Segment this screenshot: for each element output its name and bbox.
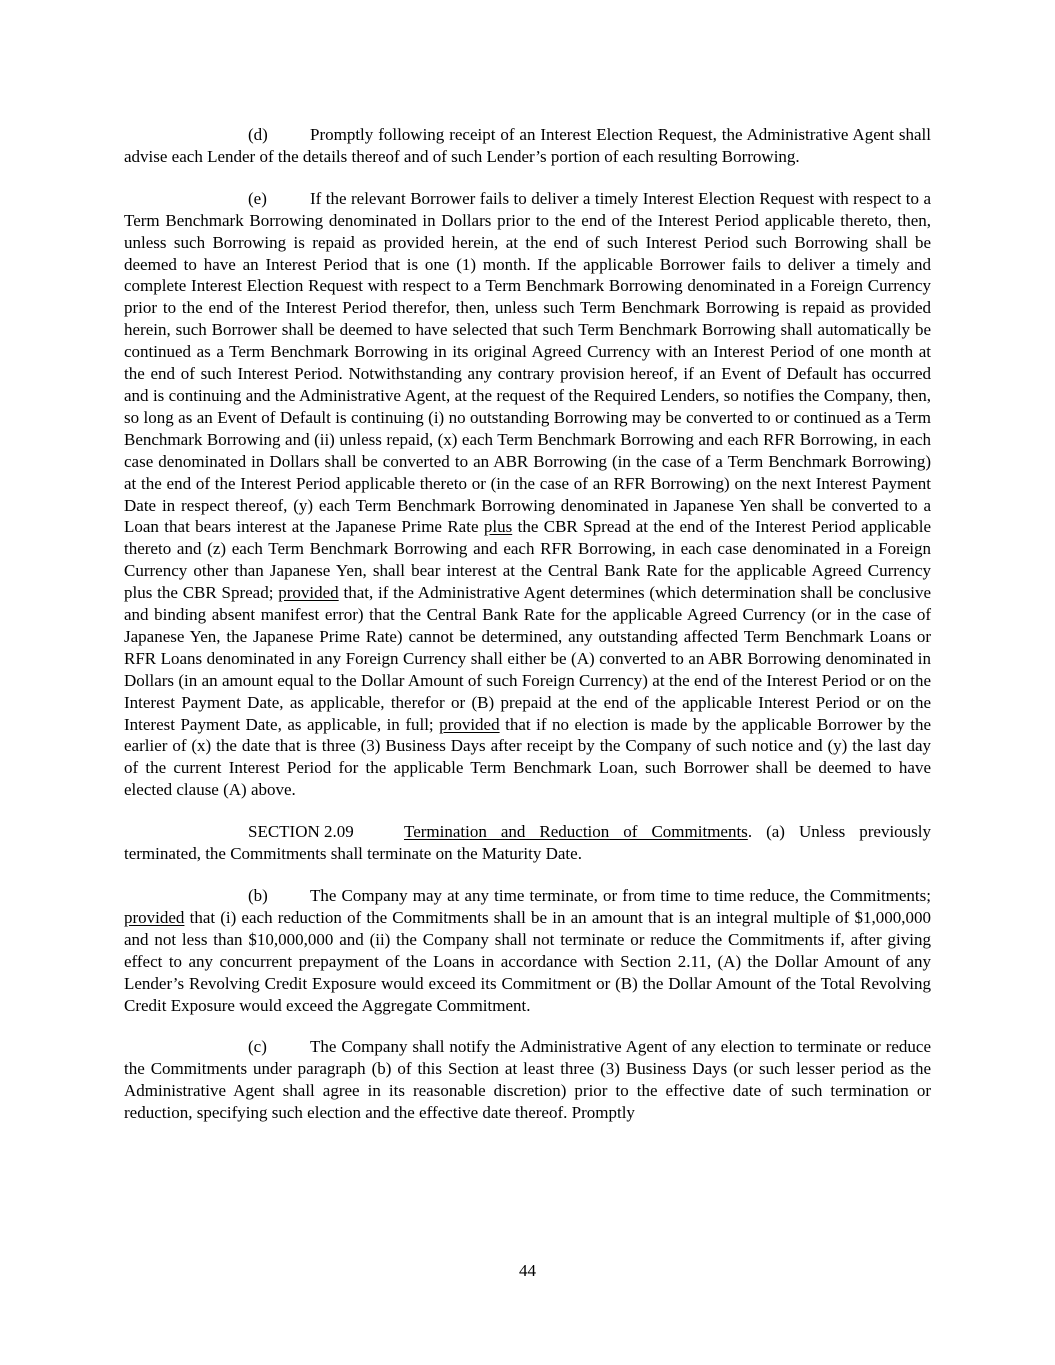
paragraph-marker: (d) bbox=[248, 125, 268, 144]
underlined-term: provided bbox=[278, 583, 339, 603]
document-page bbox=[124, 124, 931, 1144]
page-number: 44 bbox=[519, 1261, 536, 1280]
paragraph-c bbox=[124, 1036, 931, 1124]
paragraph-text: Promptly following receipt of an Interest Election Request, the Administrative Agent shall advise each Lender of the details thereof and of such Lender’s portion of each resulting Borrowing. bbox=[124, 125, 931, 166]
paragraph-marker: (c) bbox=[248, 1037, 267, 1057]
paragraph-text: that (i) each reduction of the Commitments shall be in an amount that is an integral multiple of $1,000,000 and not less than $10,000,000 and (ii) the Company shall not terminate or reduce the Commitments if, after giving effect to any concurrent prepayment of the Loans in accordance with Section 2.11, (A) the Dollar Amount of any Lender’s Revolving Credit Exposure would exceed its Commitment or (B) the Dollar Amount of the Total Revolving Credit Exposure would exceed the Aggregate Commitment. bbox=[124, 907, 931, 1015]
paragraph-text: . (a) Unless previously terminated, the Commitments shall terminate on the Maturity Date. bbox=[124, 822, 932, 864]
underlined-term: provided bbox=[124, 907, 185, 927]
paragraph-text: that if no election is made by the applicable Borrower by the earlier of (x) the date that is three (3) Business Days after receipt by the Company of such notice and (y) the last day of the current Interest Period for the applicable Term Benchmark Loan, such Borrower shall be deemed to have elected clause (A) above. bbox=[124, 714, 932, 800]
section-heading: Termination and Reduction of Commitments bbox=[404, 822, 748, 842]
paragraph-text: the CBR Spread at the end of the Interest Period applicable thereto and (z) each Term Benchmark Borrowing and each RFR Borrowing, in each case denominated in a Foreign Currency other than Japanese Yen, shall bear interest at the Central Bank Rate for the applicable Agreed Currency plus the CBR Spread; bbox=[124, 517, 932, 603]
paragraph-marker: (e) bbox=[248, 188, 267, 208]
paragraph-marker: (b) bbox=[248, 886, 268, 905]
section-2-09 bbox=[124, 821, 931, 865]
paragraph-d bbox=[124, 124, 931, 168]
paragraph-text: If the relevant Borrower fails to deliver a timely Interest Election Request with respect to a Term Benchmark Borrowing denominated in Dollars prior to the end of the Interest Period applicable thereto, then, unless such Borrowing is repaid as provided herein, at the end of such Interest Period such Borrowing shall be deemed to have an Interest Period that is one (1) month. If the applicable Borrower fails to deliver a timely and complete Interest Election Request with respect to a Term Benchmark Borrowing denominated in a Foreign Currency prior to the end of the Interest Period therefor, then, unless such Term Benchmark Borrowing is repaid as provided herein, such Borrower shall be deemed to have selected that such Term Benchmark Borrowing shall automatically be continued as a Term Benchmark Borrowing in its original Agreed Currency with an Interest Period of one month at the end of such Interest Period. Notwithstanding any contrary provision hereof, if an Event of Default has occurred and is continuing and the Administrative Agent, at the request of the Required Lenders, so notifies the Company, then, so long as an Event of Default is continuing (i) no outstanding Borrowing may be converted to or continued as a Term Benchmark Borrowing and (ii) unless repaid, (x) each Term Benchmark Borrowing and each RFR Borrowing, in each case denominated in Dollars shall be converted to an ABR Borrowing (in the case of a Term Benchmark Borrowing) at the end of the Interest Period applicable thereto or (in the case of an RFR Borrowing) on the next Interest Payment Date in respect thereof, (y) each Term Benchmark Borrowing denominated in Japanese Yen shall be converted to a Loan that bears interest at the Japanese Prime Rate bbox=[124, 188, 931, 537]
paragraph-text: The Company shall notify the Administrative Agent of any election to terminate or reduce the Commitments under paragraph (b) of this Section at least three (3) Business Days (or such lesser period as the Administrative Agent shall agree in its reasonable discretion) prior to the effective date of such termination or reduction, specifying such election and the effective date thereof. Promptly bbox=[124, 1037, 931, 1123]
paragraph-text: The Company may at any time terminate, or from time to time reduce, the Commitments; bbox=[310, 886, 931, 905]
paragraph-e bbox=[124, 188, 931, 801]
underlined-term: plus bbox=[483, 517, 513, 537]
section-number: SECTION 2.09 bbox=[248, 822, 354, 842]
underlined-term: provided bbox=[439, 714, 500, 734]
paragraph-b bbox=[124, 885, 931, 1016]
paragraph-text: that, if the Administrative Agent determines (which determination shall be conclusive and binding absent manifest error) that the Central Bank Rate for the applicable Agreed Currency (or in the case of Japanese Yen, the Japanese Prime Rate) cannot be determined, any outstanding affected Term Benchmark Loans or RFR Loans denominated in any Foreign Currency shall either be (A) converted to an ABR Borrowing denominated in Dollars (in an amount equal to the Dollar Amount of such Foreign Currency) at the end of the Interest Period or on the Interest Payment Date, as applicable, therefor or (B) prepaid at the end of the applicable Interest Period or on the Interest Payment Date, as applicable, in full; bbox=[124, 583, 931, 734]
